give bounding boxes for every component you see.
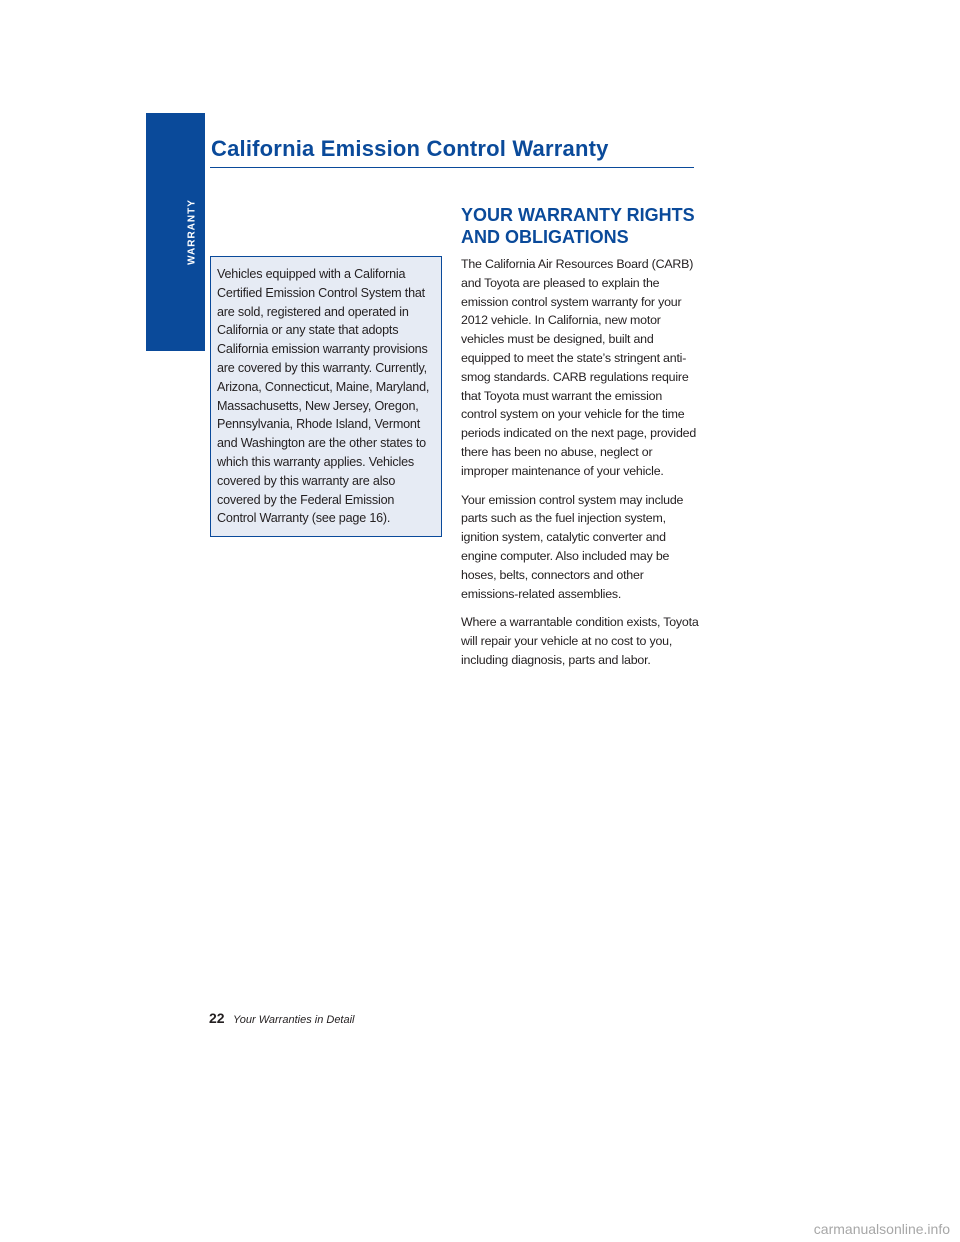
main-column (461, 204, 701, 680)
section-heading: YOUR WARRANTY RIGHTS AND OBLIGATIONS (461, 205, 695, 247)
title-divider (210, 167, 694, 168)
paragraph-parts: Your emission control system may include parts such as the fuel injection system, ignition system, catalytic converter and engine computer. Also included may be hoses, belts, connectors and other emissions-related assemblies. (461, 492, 684, 601)
footer-label: Your Warranties in Detail (233, 1014, 355, 1026)
paragraph-carb: The California Air Resources Board (CARB) and Toyota are pleased to explain the emission control system warranty for your 2012 vehicle. In California, new motor vehicles must be designed, built and equipped to meet the state’s stringent anti-smog standards. CARB regulations require that Toyota must warrant the emission control system on your vehicle for the time periods indicated on the next page, provided there has been no abuse, neglect or improper maintenance of your vehicle. (461, 257, 697, 478)
page-title: California Emission Control Warranty (211, 136, 609, 161)
sidebar-note-box (210, 256, 442, 537)
page-footer (209, 1010, 355, 1028)
sidebar-note-text: Vehicles equipped with a California Certified Emission Control System that are sold, registered and operated in California or any state that adopts California emission warranty provisions are covered by this warranty. Currently, Arizona, Connecticut, Maine, Maryland, Massachusetts, New Jersey, Oregon, Pennsylvania, Rhode Island, Vermont and Washington are the other states to which this warranty applies. Vehicles covered by this warranty are also covered by the Federal Emission Control Warranty (see page 16). (217, 267, 430, 526)
paragraph-repair: Where a warrantable condition exists, Toyota will repair your vehicle at no cost to you, including diagnosis, parts and labor. (461, 615, 699, 667)
side-tab-label: WARRANTY (186, 199, 198, 265)
page-number: 22 (209, 1010, 225, 1026)
watermark: carmanualsonline.info (813, 1221, 950, 1237)
